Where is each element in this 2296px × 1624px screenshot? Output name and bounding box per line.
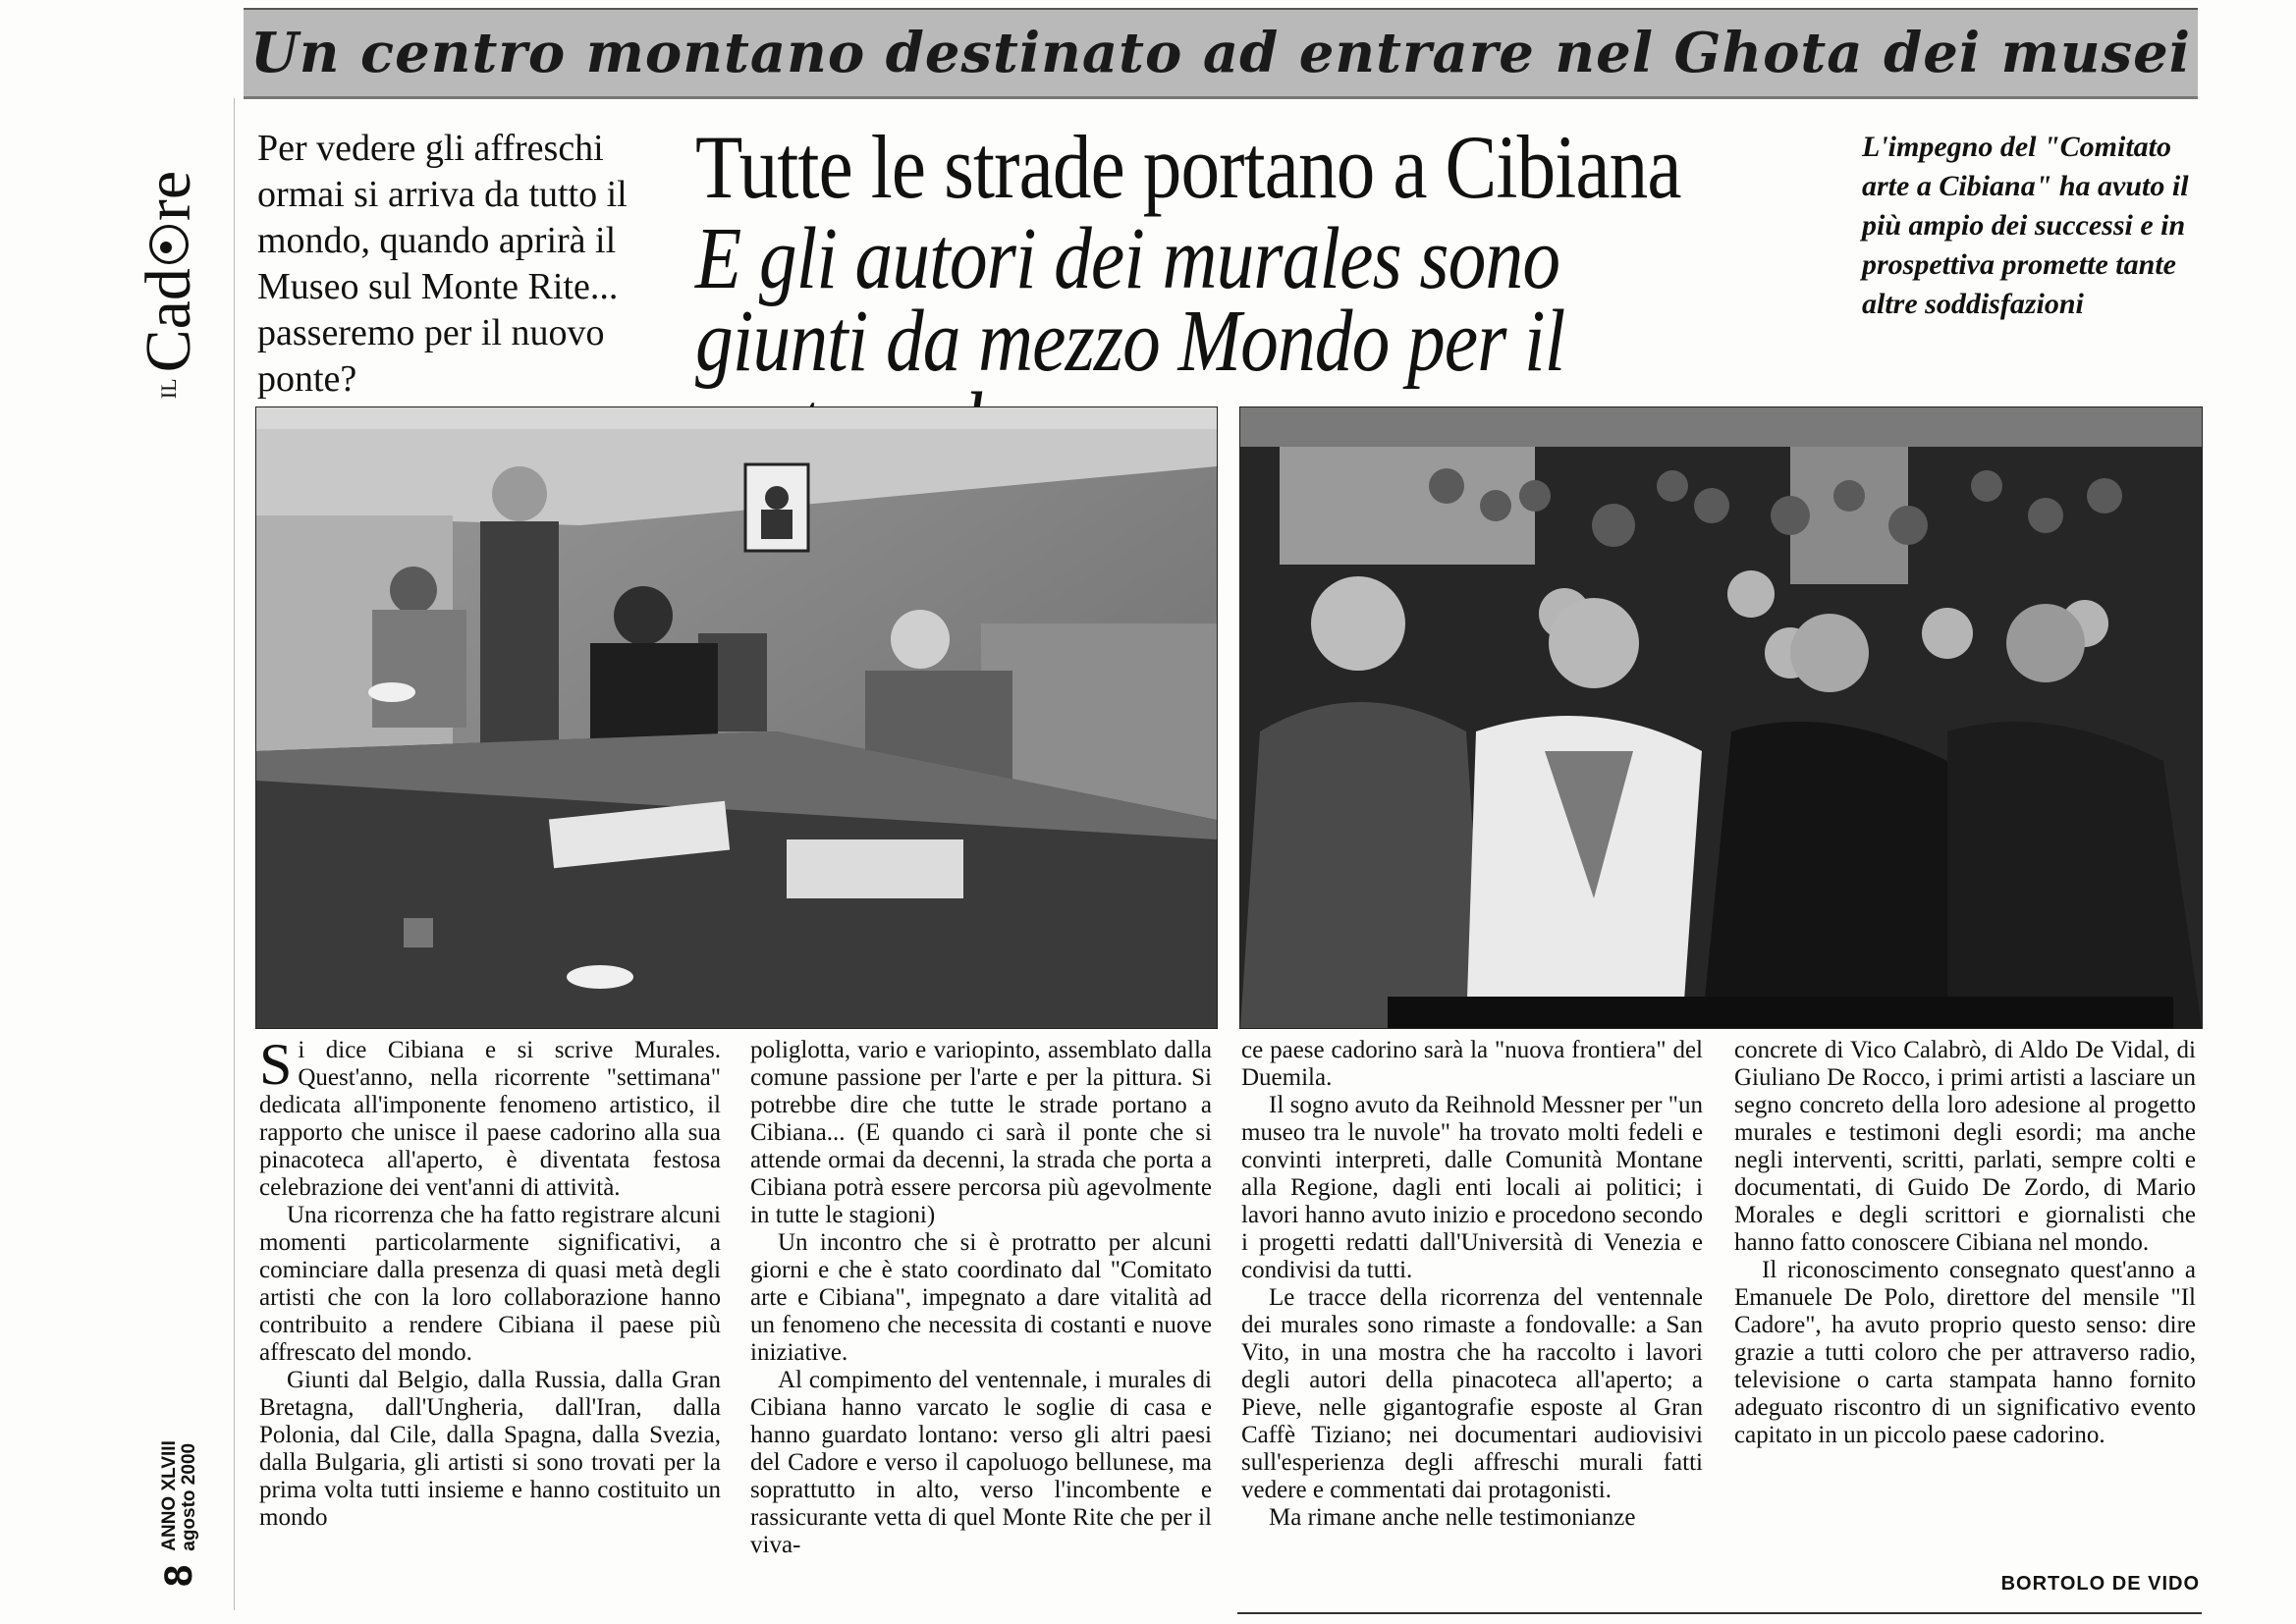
article-paragraph: Il sogno avuto da Reihnold Messner per "un museo tra le nuvole" ha trovato molti fedeli e convinti interpreti, dalle Comunità Montane alla Regione, dagli enti locali ai politici; i lavori hanno avuto inizio e procedono secondo i progetti redatti dall'Università di Venezia e condivisi da tutti.	[1241, 1092, 1703, 1283]
paragraph-text: i dice Cibiana e si scrive Murales. Quest'anno, nella ricorrente "settimana" dedicata all'imponente fenomeno artistico, il rapporto che unisce il paese cadorino alla sua pinacoteca all'aperto, è diventata festosa celebrazione dei vent'anni di attività.	[259, 1037, 721, 1201]
issue-info	[160, 1440, 199, 1551]
masthead-il: IL	[156, 378, 181, 400]
article-paragraph: Un incontro che si è protratto per alcuni giorni e che è stato coordinato dal "Comitato arte e Cibiana", impegnato a dare vitalità ad un fenomeno che necessita di costanti e nuove iniziative.	[750, 1229, 1212, 1366]
page-info	[157, 1292, 201, 1587]
article-paragraph: Giunti dal Belgio, dalla Russia, dalla Gran Bretagna, dall'Ungheria, dall'Iran, dalla Polonia, dal Cile, dalla Spagna, dalla Svezia, dalla Bulgaria, gli artisti si sono trovati per la prima volta tutti insieme e hanno costituito un mondo	[259, 1367, 721, 1531]
author-byline: BORTOLO DE VIDO	[2000, 1573, 2200, 1595]
emblem-icon	[149, 225, 189, 264]
headline-main: Tutte le strade portano a Cibiana	[695, 117, 1681, 217]
article-paragraph: Al compimento del ventennale, i murales di Cibiana hanno varcato le soglie di casa e hanno guardato lontano: verso gli altri paesi del Cadore e verso il capoluogo bellunese, ma soprattutto in alto, verso l'incombente e rassicurante vetta di quel Monte Rite che per il viva-	[750, 1367, 1212, 1558]
article-paragraph: poliglotta, vario e variopinto, assemblato dalla comune passione per l'arte e per la pittura. Si potrebbe dire che tutte le strade portano a Cibiana... (E quando ci sarà il ponte che si attende ormai da decenni, la strada che porta a Cibiana potrà essere percorsa più agevolmente in tutte le stagioni)	[750, 1037, 1212, 1228]
kicker-text: Un centro montano destinato ad entrare nel Ghota dei musei	[249, 21, 2192, 85]
kicker-banner	[244, 8, 2198, 99]
page-number: 8	[157, 1564, 200, 1587]
margin-rule	[234, 98, 235, 1610]
masthead-logo	[130, 108, 208, 461]
article-column-3	[1241, 1037, 1703, 1532]
drop-cap: S	[259, 1032, 293, 1097]
article-column-4	[1734, 1037, 2196, 1449]
masthead-after-logo: re	[133, 170, 204, 222]
photo-meeting-image	[256, 407, 1217, 1028]
article-column-2	[750, 1037, 1212, 1559]
article-paragraph: Le tracce della ricorrenza del ventennale dei murales sono rimaste a fondovalle: a San Vito, in una mostra che ha raccolto i lavori degli autori della pinacoteca all'aperto; a Pieve, nelle gigantografie esposte al Gran Caffè Tiziano; nei documentari audiovisivi sull'esperienza degli affreschi murali fatti vedere e commentati dai protagonisti.	[1241, 1284, 1703, 1503]
headline-sub: E gli autori dei murales sono giunti da mezzo Mondo per il	[695, 210, 1565, 390]
article-column-1	[259, 1032, 721, 1532]
photo-audience	[1239, 406, 2203, 1029]
issue-date: agosto 2000	[178, 1442, 199, 1551]
article-paragraph	[259, 1032, 721, 1202]
photo-audience-image	[1240, 407, 2202, 1028]
article-paragraph: Il riconoscimento consegnato quest'anno a Emanuele De Polo, direttore del mensile "Il Cadore", ha avuto proprio questo senso: dire grazie a tutti coloro che per attraverso radio, televisione o carta stampata hanno fornito adeguato riscontro di un significativo evento capitato in un piccolo paese cadorino.	[1734, 1257, 2196, 1448]
masthead-before-logo: Cad	[133, 268, 204, 373]
article-paragraph: Una ricorrenza che ha fatto registrare alcuni momenti particolarmente significativi, a cominciare dalla presenza di quasi metà degli artisti che con la loro collaborazione hanno contribuito a rendere Cibiana il paese più affrescato del mondo.	[259, 1202, 721, 1366]
article-paragraph: Ma rimane anche nelle testimonianze	[1269, 1504, 1636, 1531]
deck-right: L'impegno del "Comitato arte a Cibiana" ha avuto il più ampio dei successi e in prospettiva promette tante altre soddisfazioni	[1862, 131, 2189, 320]
article-paragraph: ce paese cadorino sarà la "nuova frontiera" del Duemila.	[1241, 1037, 1703, 1091]
deck-left: Per vedere gli affreschi ormai si arriva da tutto il mondo, quando aprirà il Museo sul Monte Rite... passeremo per il nuovo ponte?	[257, 128, 628, 400]
bottom-rule	[1237, 1612, 2202, 1614]
article-paragraph: concrete di Vico Calabrò, di Aldo De Vidal, di Giuliano De Rocco, i primi artisti a lasciare un segno concreto della loro adesione al progetto murales e testimoni degli esordi; ma anche negli interventi, scritti, parlati, sempre colti e documentati, di Guido De Zordo, di Mario Morales e degli scrittori e giornalisti che hanno fatto conoscere Cibiana nel mondo.	[1734, 1037, 2196, 1256]
photo-meeting	[255, 406, 1218, 1029]
issue-anno: ANNO XLVIII	[158, 1440, 180, 1551]
